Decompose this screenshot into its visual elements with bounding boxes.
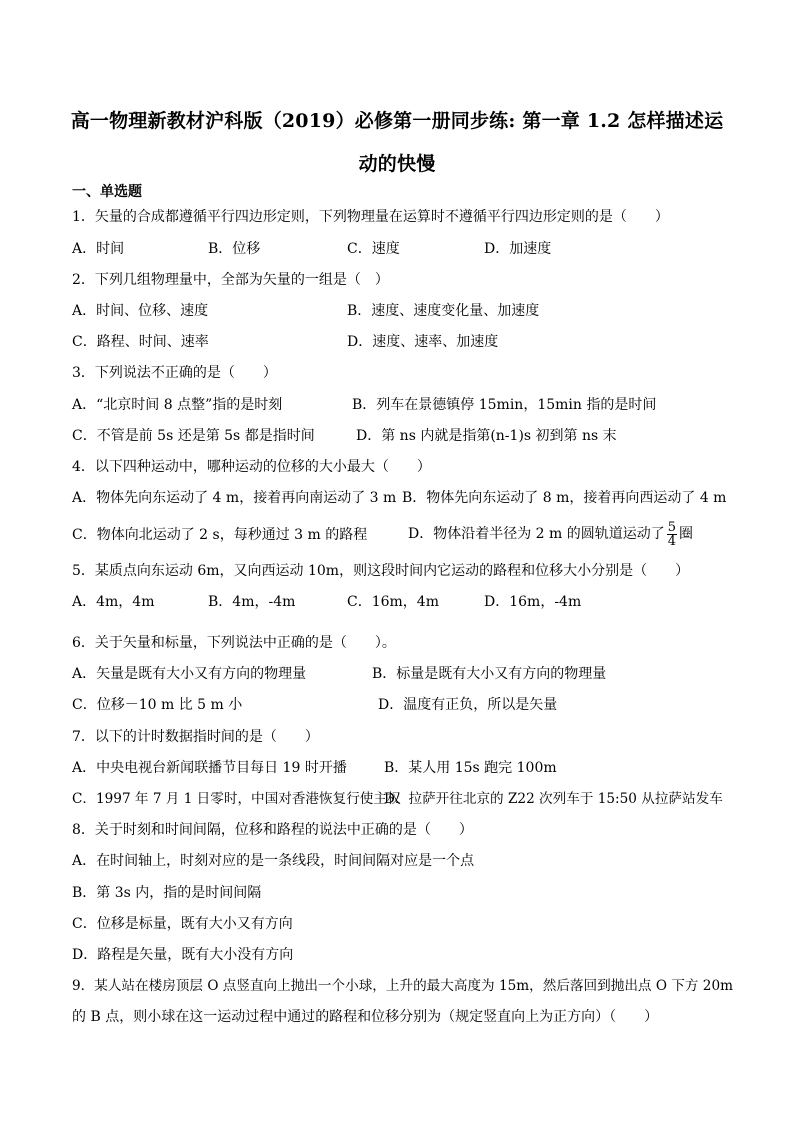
question-7-option-d: D．拉萨开往北京的 Z22 次列车于 15:50 从拉萨站发车	[384, 791, 723, 807]
question-8-option-a: A．在时间轴上，时刻对应的是一条线段，时间间隔对应是一个点	[72, 853, 475, 869]
question-1-option-c: C．速度	[347, 241, 400, 257]
question-2-option-a: A．时间、位移、速度	[72, 303, 209, 319]
question-4-option-d-suffix: 圈	[679, 526, 694, 542]
question-4-stem: 4．以下四种运动中，哪种运动的位移的大小最大（ ）	[72, 459, 431, 475]
question-2-option-c: C．路程、时间、速率	[72, 334, 209, 350]
question-3-stem: 3．下列说法不正确的是（ ）	[72, 365, 277, 381]
document-title-line-2: 动的快慢	[358, 153, 436, 175]
question-5-option-d: D．16m，-4m	[484, 594, 582, 610]
question-4-option-b: B．物体先向东运动了 8 m，接着再向西运动了 4 m	[402, 490, 727, 506]
section-heading: 一、单选题	[72, 184, 142, 200]
document-title-line-1: 高一物理新教材沪科版（2019）必修第一册同步练: 第一章 1.2 怎样描述运	[70, 110, 724, 132]
question-2-option-d: D．速度、速率、加速度	[347, 334, 499, 350]
question-3-option-b: B．列车在景德镇停 15min，15min 指的是时间	[352, 397, 657, 413]
question-1-option-d: D．加速度	[484, 241, 552, 257]
question-3-option-d: D．第 ns 内就是指第(n-1)s 初到第 ns 末	[356, 428, 617, 444]
question-4-option-d-text: D．物体沿着半径为 2 m 的圆轨道运动了	[408, 526, 665, 542]
question-6-stem: 6．关于矢量和标量，下列说法中正确的是（ ）。	[72, 635, 396, 651]
question-9-stem: 9．某人站在楼房顶层 O 点竖直向上抛出一个小球，上升的最大高度为 15m，然后落回到抛出点 O 下方 20m	[72, 978, 733, 994]
question-6-option-a: A．矢量是既有大小又有方向的物理量	[72, 666, 307, 682]
question-3-option-a: A．“北京时间 8 点整”指的是时刻	[72, 397, 283, 413]
question-5-option-b: B．4m，-4m	[208, 594, 296, 610]
question-3-option-c: C．不管是前 5s 还是第 5s 都是指时间	[72, 428, 315, 444]
question-2-stem: 2．下列几组物理量中，全部为矢量的一组是（ ）	[72, 272, 389, 288]
question-1-stem: 1．矢量的合成都遵循平行四边形定则，下列物理量在运算时不遵循平行四边形定则的是（ ）	[72, 209, 669, 225]
question-5-option-a: A．4m，4m	[72, 594, 155, 610]
question-4-option-a: A．物体先向东运动了 4 m，接着再向南运动了 3 m	[72, 490, 397, 506]
question-6-option-b: B．标量是既有大小又有方向的物理量	[372, 666, 607, 682]
question-8-option-d: D．路程是矢量，既有大小没有方向	[72, 947, 294, 963]
question-5-option-c: C．16m，4m	[347, 594, 439, 610]
fraction-denominator: 4	[667, 533, 677, 549]
fraction-numerator: 5	[667, 519, 677, 535]
question-1-option-a: A．时间	[72, 241, 125, 257]
question-7-option-a: A．中央电视台新闻联播节目每日 19 时开播	[72, 760, 347, 776]
question-8-option-b: B．第 3s 内，指的是时间间隔	[72, 885, 262, 901]
question-7-option-b: B．某人用 15s 跑完 100m	[384, 760, 557, 776]
question-4-option-c: C．物体向北运动了 2 s，每秒通过 3 m 的路程	[72, 527, 368, 543]
question-6-option-d: D．温度有正负，所以是矢量	[378, 697, 558, 713]
question-8-option-c: C．位移是标量，既有大小又有方向	[72, 916, 293, 932]
question-7-stem: 7．以下的计时数据指时间的是（ ）	[72, 729, 319, 745]
question-7-option-c: C．1997 年 7 月 1 日零时，中国对香港恢复行使主权	[72, 791, 401, 807]
fraction	[667, 521, 677, 548]
question-4-option-d	[408, 515, 693, 553]
question-9-stem-continued: 的 B 点，则小球在这一运动过程中通过的路程和位移分别为（规定竖直向上为正方向）（ ）	[72, 1009, 659, 1025]
question-8-stem: 8．关于时刻和时间间隔，位移和路程的说法中正确的是（ ）	[72, 822, 473, 838]
question-2-option-b: B．速度、速度变化量、加速度	[347, 303, 540, 319]
question-6-option-c: C．位移－10 m 比 5 m 小	[72, 697, 243, 713]
question-1-option-b: B．位移	[208, 241, 261, 257]
question-5-stem: 5．某质点向东运动 6m，又向西运动 10m，则这段时间内它运动的路程和位移大小分别是（ ）	[72, 563, 690, 579]
